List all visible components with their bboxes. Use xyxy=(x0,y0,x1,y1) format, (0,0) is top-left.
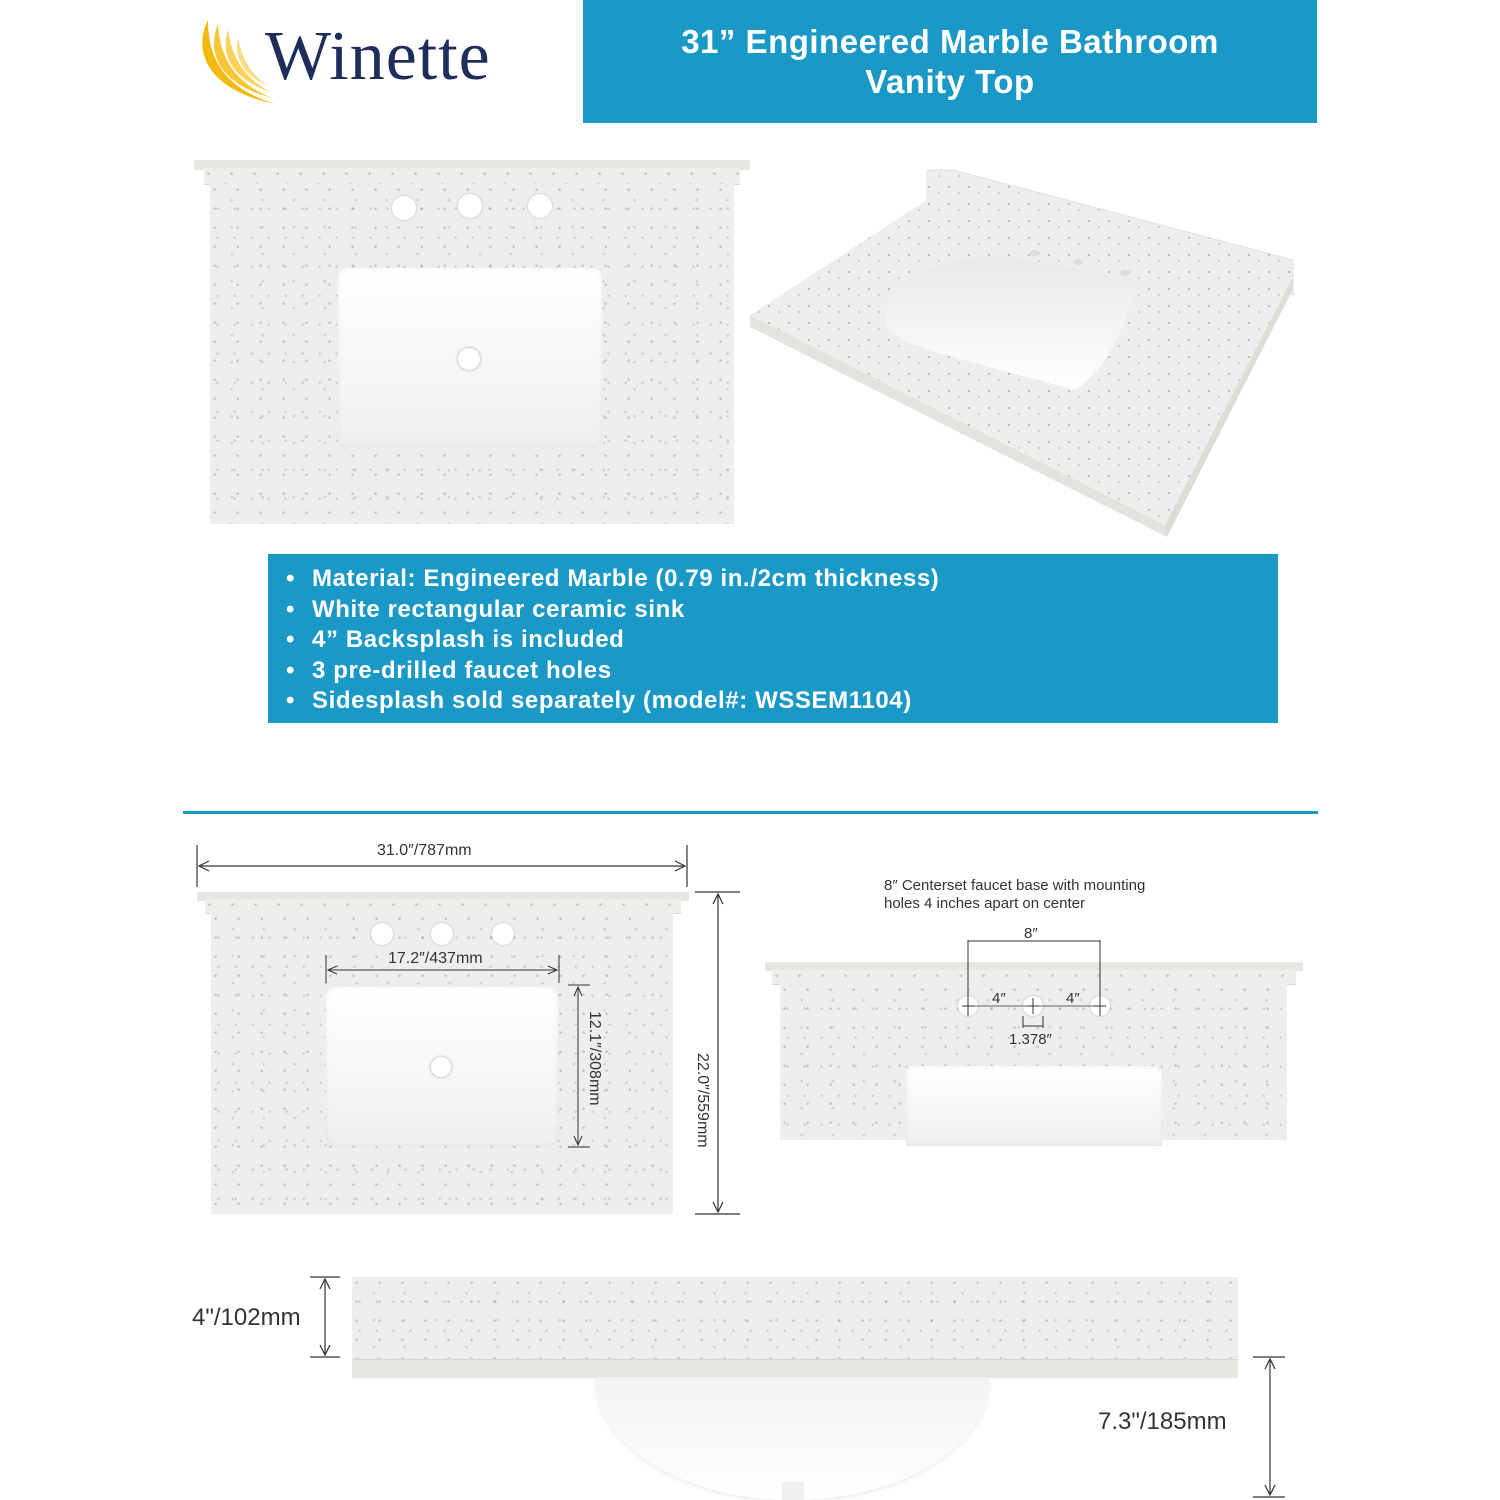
feature-item: • Material: Engineered Marble (0.79 in./2cm thickness) xyxy=(286,565,940,592)
faucet-spread-label: 8″ xyxy=(1024,925,1038,942)
section-divider xyxy=(183,811,1318,814)
sink-width-label: 17.2″/437mm xyxy=(388,950,483,967)
backsplash-side-view xyxy=(180,1260,1300,1500)
faucet-note-line-1: 8″ Centerset faucet base with mounting xyxy=(884,877,1146,894)
vanity-top-angled-photo xyxy=(745,165,1305,540)
feature-item: • 4” Backsplash is included xyxy=(286,626,625,653)
depth-dimension-label: 22.0″/559mm xyxy=(694,1053,711,1148)
faucet-right-spacing-label: 4″ xyxy=(1066,990,1080,1007)
sink-depth-label: 12.1″/308mm xyxy=(586,1011,603,1106)
sink-bowl-depth-label: 7.3"/185mm xyxy=(1098,1408,1227,1435)
hole-diameter-label: 1.378″ xyxy=(1009,1031,1052,1048)
width-dimension-label: 31.0″/787mm xyxy=(377,842,472,859)
feature-item: • 3 pre-drilled faucet holes xyxy=(286,656,612,684)
title-line-2: Vanity Top xyxy=(865,62,1035,100)
page-title xyxy=(630,22,1270,102)
faucet-hole-diagram xyxy=(760,870,1320,1150)
faucet-note-line-2: holes 4 inches apart on center xyxy=(884,895,1085,912)
faucet-left-spacing-label: 4″ xyxy=(992,990,1006,1007)
title-line-1: 31” Engineered Marble Bathroom xyxy=(681,22,1219,60)
backsplash-height-label: 4"/102mm xyxy=(192,1304,301,1331)
brand-logo: Winette xyxy=(265,18,491,95)
title-banner xyxy=(583,0,1317,123)
dimension-top-view xyxy=(190,835,750,1225)
features-list xyxy=(268,554,1278,717)
vanity-top-front-photo xyxy=(194,160,750,524)
features-list-box xyxy=(268,554,1278,723)
feature-item: • White rectangular ceramic sink xyxy=(286,595,685,623)
feature-item: • Sidesplash sold separately (model#: WSSEM1104) xyxy=(286,687,912,714)
